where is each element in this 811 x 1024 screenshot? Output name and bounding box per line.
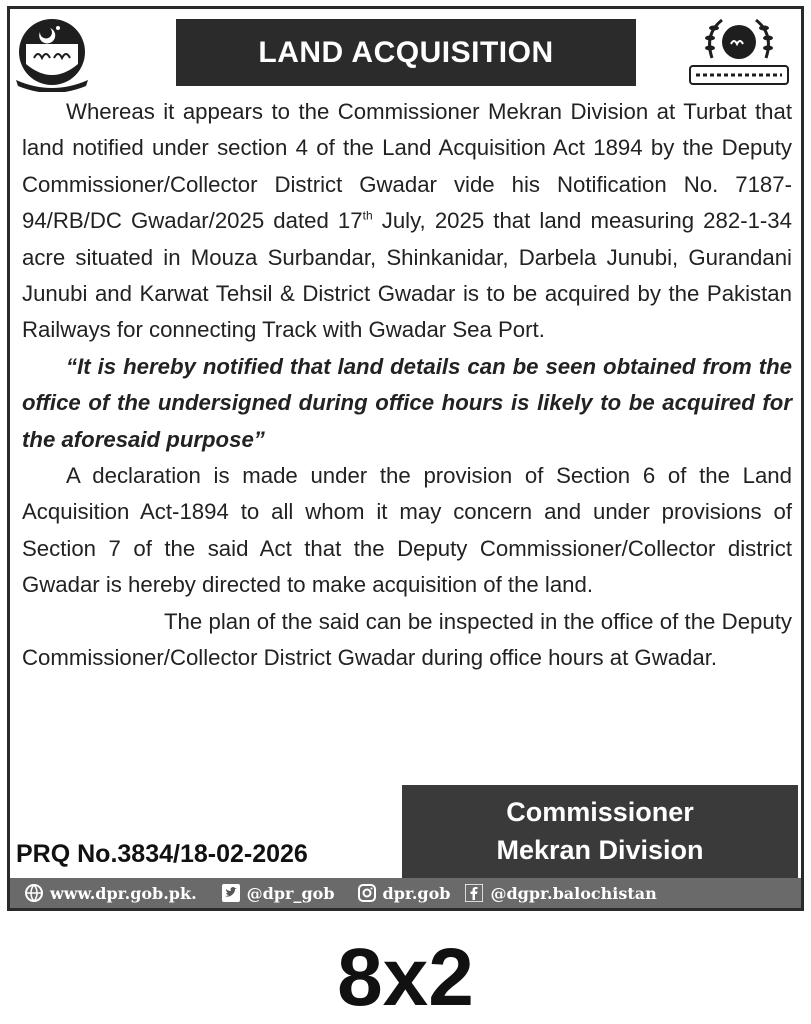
footer-contact-bar — [10, 878, 801, 908]
paragraph-whereas: Whereas it appears to the Commissioner Mekran Division at Turbat that land notified under section 4 of the Land Acquisition Act 1894 by the Deputy Commissioner/Collector District Gwadar vide his Notification No. 7187-94/RB/DC Gwadar/2025 dated 17th July, 2025 that land measuring 282-1-34 acre situated in Mouza Surbandar, Shinkanidar, Darbela Junubi, Gurandani Junubi and Karwat Tehsil & District Gwadar is to be acquired by the Pakistan Railways for connecting Track with Gwadar Sea Port. — [22, 99, 792, 343]
ad-title: LAND ACQUISITION — [176, 19, 636, 86]
website-link[interactable]: www.dpr.gob.pk. — [50, 883, 197, 903]
prq-number: PRQ No.3834/18-02-2026 — [16, 840, 308, 868]
footer-facebook[interactable] — [464, 883, 656, 903]
balochistan-emblem-icon — [12, 14, 92, 92]
facebook-icon — [464, 883, 484, 903]
ad-size-label: 8x2 — [337, 932, 474, 1023]
signature-division: Mekran Division — [496, 835, 704, 865]
paragraph-declaration: A declaration is made under the provision of Section 6 of the Land Acquisition Act-1894 to all whom it may concern and under provisions of Section 7 of the said Act that the Deputy Commissioner/Collector district Gwadar is hereby directed to make acquisition of the land. — [22, 463, 792, 598]
signature-block — [402, 785, 798, 880]
instagram-icon — [357, 883, 377, 903]
footer-website[interactable] — [24, 883, 197, 903]
footer-twitter[interactable] — [221, 883, 335, 903]
paragraph-notification: “It is hereby notified that land details can be seen obtained from the office of the undersigned during office hours is likely to be acquired for the aforesaid purpose” — [22, 353, 792, 452]
ad-body — [22, 94, 792, 677]
footer-instagram[interactable] — [357, 883, 451, 903]
information-department-emblem-icon — [682, 14, 796, 88]
facebook-handle[interactable]: @dgpr.balochistan — [490, 883, 657, 903]
globe-icon — [24, 883, 44, 903]
twitter-handle[interactable]: @dpr_gob — [246, 883, 335, 903]
instagram-handle[interactable]: dpr.gob — [382, 883, 451, 903]
twitter-icon — [221, 883, 241, 903]
signature-title: Commissioner — [506, 797, 694, 827]
paragraph-plan: The plan of the said can be inspected in the office of the Deputy Commissioner/Collector District Gwadar during office hours at Gwadar. — [22, 608, 792, 671]
